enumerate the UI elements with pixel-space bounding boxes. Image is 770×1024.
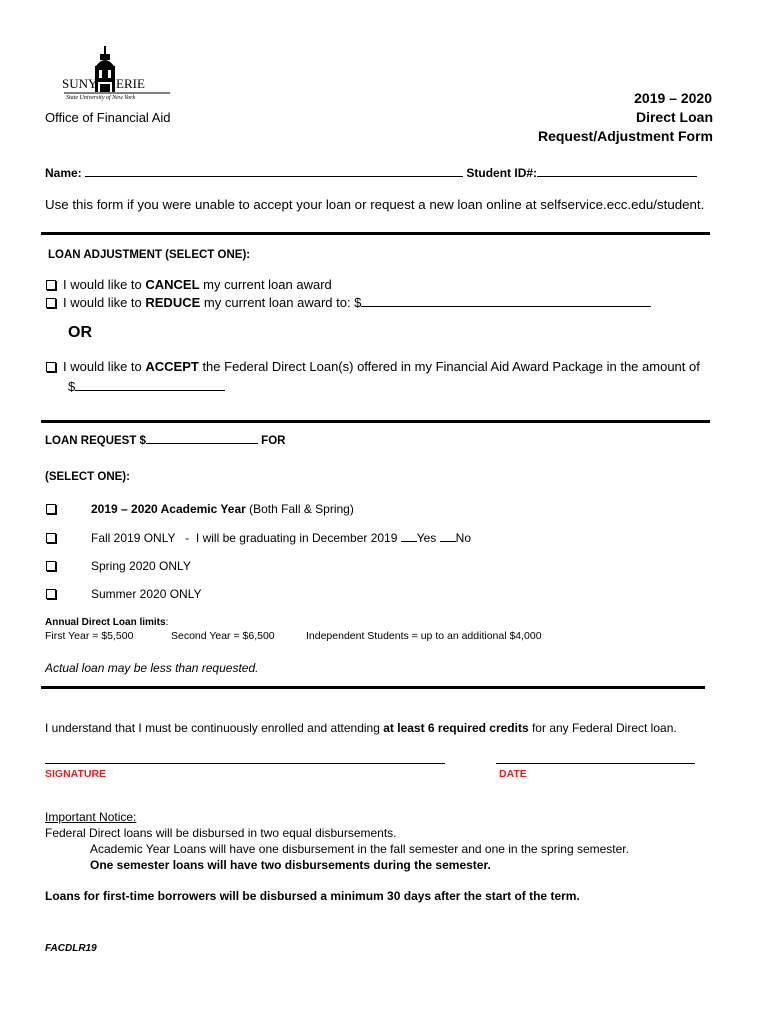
spring-label: Spring 2020 ONLY: [91, 559, 191, 573]
limit-second-year: Second Year = $6,500: [171, 630, 275, 642]
academic-year-option[interactable]: [46, 502, 63, 516]
divider: [41, 420, 710, 423]
accept-option[interactable]: I would like to ACCEPT the Federal Direct Loan(s) offered in my Financial Aid Award Package in the amount of: [46, 359, 700, 374]
accept-checkbox[interactable]: [46, 362, 56, 372]
reduce-option[interactable]: I would like to REDUCE my current loan award to: $: [46, 295, 651, 310]
date-label: DATE: [499, 768, 527, 780]
form-year: 2019 – 2020: [634, 90, 712, 106]
form-code: FACDLR19: [45, 943, 97, 954]
reduce-checkbox[interactable]: [46, 298, 56, 308]
summer-option[interactable]: [46, 587, 63, 601]
summer-checkbox[interactable]: [46, 589, 56, 599]
logo-erie-text: ERIE: [116, 76, 145, 91]
request-select-label: (SELECT ONE):: [45, 471, 130, 483]
notice-line-3: One semester loans will have two disbursements during the semester.: [90, 858, 491, 872]
graduating-no-field[interactable]: [440, 541, 456, 542]
notice-line-1: Federal Direct loans will be disbursed in two equal disbursements.: [45, 826, 397, 840]
logo-suny-text: SUNY: [62, 76, 98, 91]
accept-amount-row: $: [68, 379, 225, 394]
name-label: Name:: [45, 166, 82, 180]
accept-amount-field[interactable]: [75, 390, 225, 391]
office-label: Office of Financial Aid: [45, 110, 171, 125]
request-amount-field[interactable]: [146, 443, 258, 444]
request-heading-row: LOAN REQUEST $ FOR: [45, 435, 286, 447]
cancel-checkbox[interactable]: [46, 280, 56, 290]
intro-text: Use this form if you were unable to accept your loan or request a new loan online at selfservice.ecc.edu/student.: [45, 197, 705, 212]
divider: [41, 686, 705, 689]
notice-line-2: Academic Year Loans will have one disbursement in the fall semester and one in the spring semester.: [90, 842, 629, 856]
adjustment-heading: LOAN ADJUSTMENT (SELECT ONE):: [48, 249, 251, 261]
divider: [41, 232, 710, 235]
fall-checkbox[interactable]: [46, 533, 56, 543]
form-title-line1: Direct Loan: [635, 109, 713, 125]
fall-label: Fall 2019 ONLY - I will be graduating in December 2019 Yes No: [91, 531, 471, 545]
signature-label: SIGNATURE: [45, 768, 107, 780]
spring-option[interactable]: [46, 559, 63, 573]
date-field[interactable]: [496, 763, 695, 764]
agreement-text: I understand that I must be continuously enrolled and attending at least 6 required credits for any Federal Direct loan.: [45, 721, 677, 735]
fall-option[interactable]: [46, 531, 63, 545]
student-id-field[interactable]: [537, 176, 697, 177]
graduating-yes-field[interactable]: [401, 541, 417, 542]
summer-label: Summer 2020 ONLY: [91, 587, 202, 601]
academic-year-label: 2019 – 2020 Academic Year (Both Fall & Spring): [91, 502, 354, 516]
student-id-label: Student ID#:: [466, 166, 538, 180]
limits-heading: Annual Direct Loan limits:: [45, 617, 169, 628]
limit-first-year: First Year = $5,500: [45, 630, 134, 642]
academic-year-checkbox[interactable]: [46, 504, 56, 514]
name-field[interactable]: [85, 176, 463, 177]
name-row: [45, 166, 697, 180]
spring-checkbox[interactable]: [46, 561, 56, 571]
notice-line-4: Loans for first-time borrowers will be disbursed a minimum 30 days after the start of the term.: [45, 889, 580, 903]
logo-subtitle: State University of New York: [66, 95, 136, 101]
actual-loan-note: Actual loan may be less than requested.: [45, 661, 259, 675]
or-label: OR: [68, 324, 92, 341]
notice-title: Important Notice:: [45, 810, 137, 824]
cancel-option[interactable]: I would like to CANCEL my current loan award: [46, 277, 332, 292]
form-title-line2: Request/Adjustment Form: [537, 128, 713, 144]
signature-field[interactable]: [45, 763, 445, 764]
reduce-amount-field[interactable]: [361, 306, 651, 307]
limit-independent: Independent Students = up to an additional $4,000: [306, 630, 542, 642]
